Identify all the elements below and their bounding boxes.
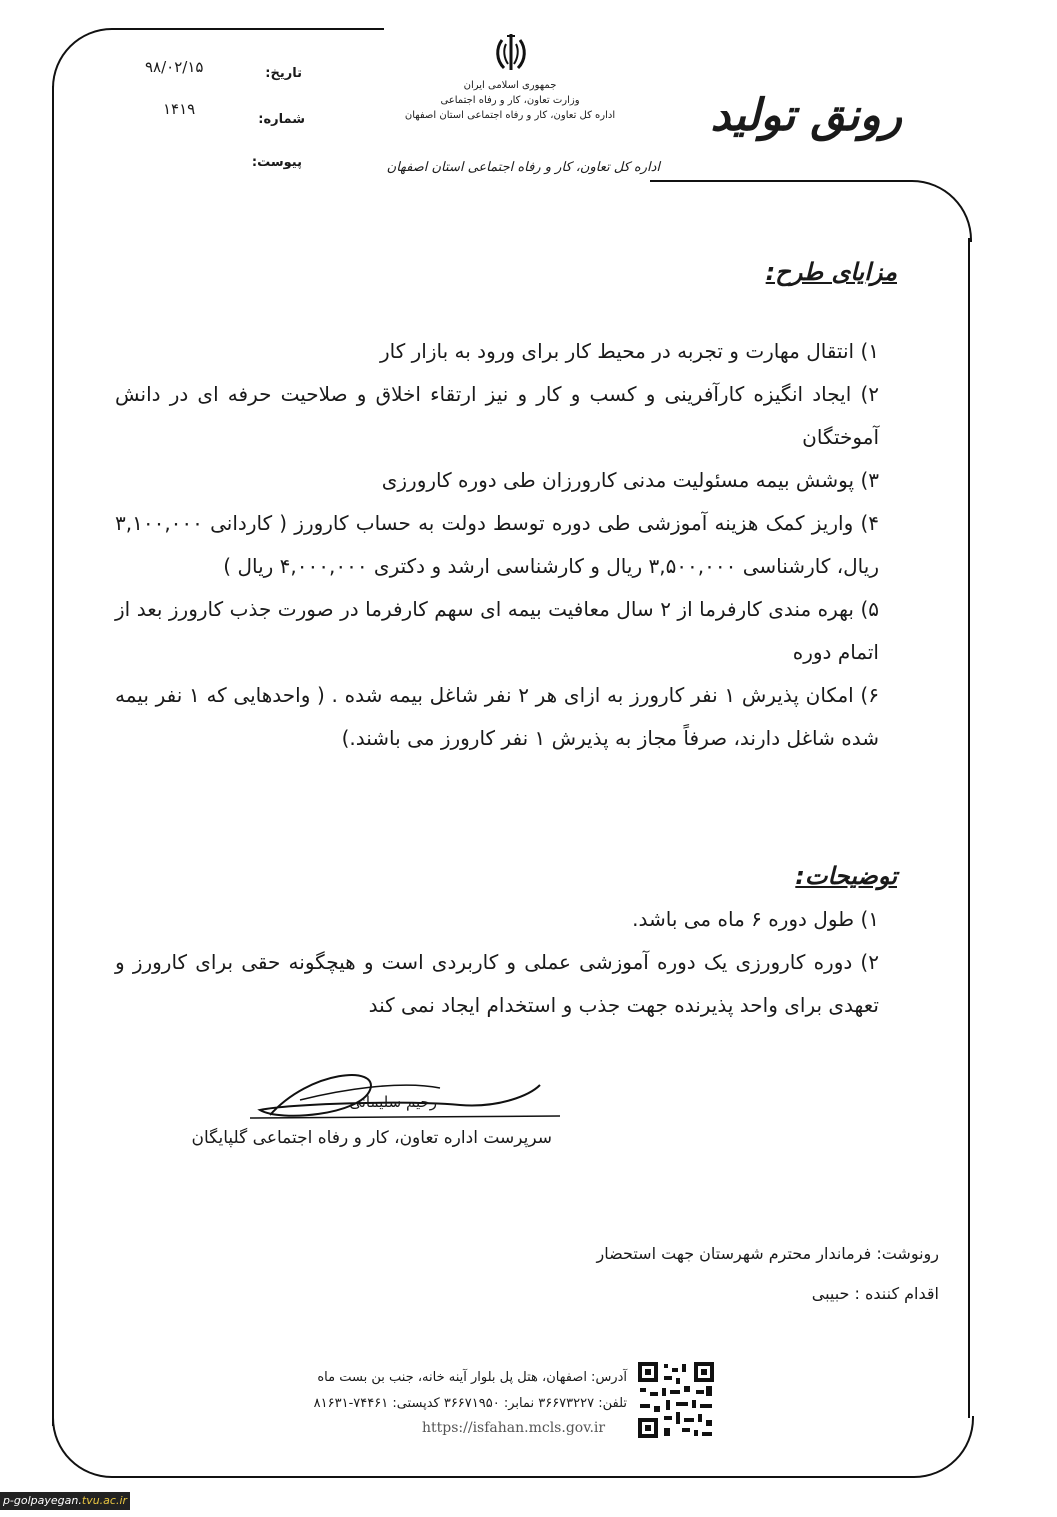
list-item: ۲) دوره کارورزی یک دوره آموزشی عملی و کاربردی است و هیچگونه حقی برای کارورز و تعهدی برای واحد پذیرنده جهت جذب و استخدام ایجاد نمی کند: [115, 950, 879, 1017]
list-item: ۱) انتقال مهارت و تجربه در محیط کار برای ورود به بازار کار: [380, 339, 879, 363]
iran-emblem-icon: [488, 30, 534, 76]
number-label: شماره:: [258, 112, 305, 127]
badge-prefix: p-golpayegan.: [2, 1494, 82, 1507]
action-line: اقدام کننده : حبیبی: [811, 1284, 939, 1303]
ministry-main-title: اداره کل تعاون، کار و رفاه اجتماعی استان اصفهان: [386, 160, 660, 175]
ministry-line: وزارت تعاون، کار و رفاه اجتماعی: [440, 95, 580, 106]
border-frame-left: [52, 86, 54, 1426]
list-item: ۴) واریز کمک هزینه آموزشی طی دوره توسط دولت به حساب کارورز ( کاردانی ۳,۱۰۰,۰۰۰ ریال، کارشناسی ۳,۵۰۰,۰۰۰ ریال و کارشناسی ارشد و دکتری ۴,۰۰۰,۰۰۰ ریال ): [115, 511, 879, 578]
date-label: تاریخ:: [265, 66, 302, 81]
ministry-header: [370, 78, 650, 123]
footer-address: آدرس: اصفهان، هتل پل بلوار آینه خانه، جنب بن بست ماه: [317, 1370, 627, 1385]
footer-phone: تلفن: ۳۶۶۷۳۲۲۷ نمابر: ۳۶۶۷۱۹۵۰ کدپستی: ۷۴۴۶۱-۸۱۶۳۱: [313, 1396, 627, 1411]
site-watermark-badge: [0, 1492, 130, 1510]
list-item: ۵) بهره مندی کارفرما از ۲ سال معافیت بیمه ای سهم کارفرما در صورت جذب کارورز بعد از اتمام دوره: [115, 597, 880, 664]
footer-website: https://isfahan.mcls.gov.ir: [422, 1420, 606, 1436]
list-item: ۳) پوشش بیمه مسئولیت مدنی کارورزان طی دوره کارورزی: [381, 468, 879, 492]
cc-line: رونوشت: فرماندار محترم شهرستان جهت استحضار: [596, 1244, 939, 1263]
border-frame-top-left: [52, 28, 384, 90]
benefits-list: [115, 330, 879, 760]
attachment-label: پیوست:: [251, 155, 302, 170]
list-item: ۶) امکان پذیرش ۱ نفر کارورز به ازای هر ۲ نفر شاغل بیمه شده . ( واحدهایی که ۱ نفر بیمه شده شاغل دارند، صرفاً مجاز به پذیرش ۱ نفر کارورز می باشند.): [115, 683, 879, 750]
list-item: ۱) طول دوره ۶ ماه می باشد.: [632, 907, 879, 931]
signer-title: سرپرست اداره تعاون، کار و رفاه اجتماعی گلپایگان: [191, 1128, 552, 1148]
benefits-heading: مزایای طرح:: [765, 258, 897, 286]
notes-list: [115, 898, 879, 1027]
border-frame-top-right: [650, 180, 972, 242]
signer-name: رحیم سلیمانی: [349, 1093, 437, 1111]
slogan: رونق تولید: [710, 90, 902, 141]
notes-heading: توضیحات:: [795, 862, 897, 890]
ministry-line: اداره کل تعاون، کار و رفاه اجتماعی استان اصفهان: [404, 110, 616, 121]
qr-code-icon: [636, 1360, 716, 1440]
number-value: ۱۴۱۹: [163, 100, 196, 118]
date-value: ۹۸/۰۲/۱۵: [145, 58, 204, 76]
list-item: ۲) ایجاد انگیزه کارآفرینی و کسب و کار و نیز ارتقاء اخلاق و صلاحیت حرفه ای در دانش آموختگان: [115, 382, 879, 449]
ministry-line: جمهوری اسلامی ایران: [463, 80, 557, 91]
badge-highlight: tvu.ac.ir: [81, 1494, 128, 1507]
border-frame-right: [968, 238, 970, 1418]
